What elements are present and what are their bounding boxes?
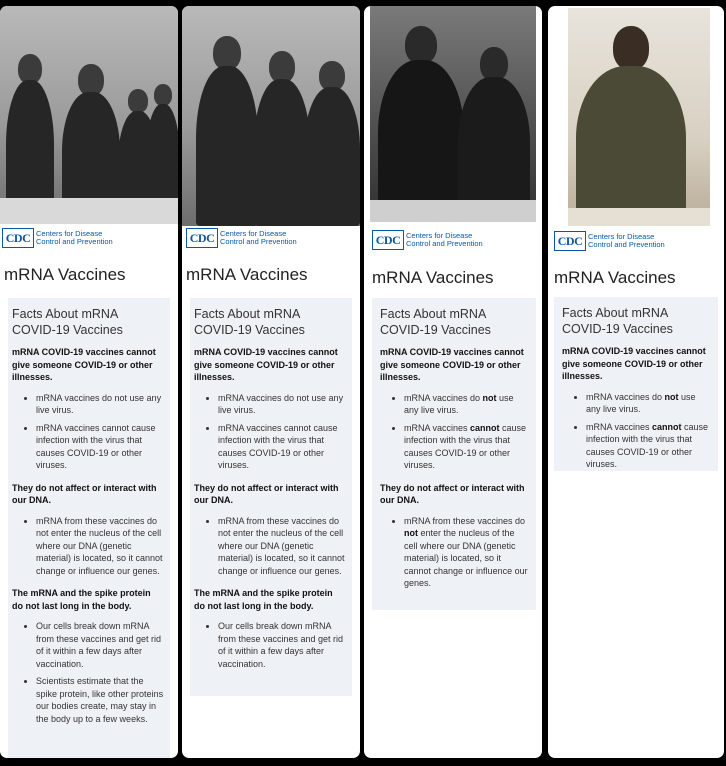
bullet-infection: • mRNA vaccines cannot cause infection with the virus that causes COVID-19 or other viruses. (218, 422, 346, 472)
cdc-line1: Centers for Disease (36, 229, 103, 238)
cdc-logo (2, 228, 113, 248)
bullet-break-down: • Our cells break down mRNA from these vaccines and get rid of it within a few days after vaccination. (218, 620, 346, 670)
cdc-logo (554, 231, 665, 251)
bullet-spike-protein: • Scientists estimate that the spike protein, like other proteins our bodies create, may stay in the body up to a few weeks. (36, 675, 164, 725)
section-head-illness: mRNA COVID-19 vaccines cannot give someone COVID-19 or other illnesses. (380, 347, 524, 382)
bullet-break-down: • Our cells break down mRNA from these vaccines and get rid of it within a few days after vaccination. (36, 620, 164, 670)
cdc-line2: Control and Prevention (588, 240, 665, 249)
page-title: mRNA Vaccines (4, 265, 126, 284)
bullet-nucleus: • mRNA from these vaccines do not enter the nucleus of the cell where our DNA (genetic material) is located, so it cannot change or influence our genes. (404, 515, 530, 590)
cdc-line2: Control and Prevention (406, 239, 483, 248)
bullet-nucleus: • mRNA from these vaccines do not enter the nucleus of the cell where our DNA (genetic material) is located, so it cannot change or influence our genes. (36, 515, 164, 578)
bullet-infection: • mRNA vaccines cannot cause infection with the virus that causes COVID-19 or other viruses. (586, 421, 712, 471)
cdc-logo (372, 230, 483, 250)
cdc-line1: Centers for Disease (406, 231, 473, 240)
cdc-line1: Centers for Disease (588, 232, 655, 241)
panel-2 (182, 6, 360, 758)
photo-four-men (0, 6, 178, 224)
facts-title: Facts About mRNA COVID-19 Vaccines (562, 306, 673, 336)
panel-4 (548, 6, 724, 758)
panel-1 (0, 6, 178, 758)
cdc-line1: Centers for Disease (220, 229, 287, 238)
page-title: mRNA Vaccines (554, 268, 676, 287)
page-title: mRNA Vaccines (372, 268, 494, 287)
facts-title: Facts About mRNA COVID-19 Vaccines (380, 307, 491, 337)
section-head-illness: mRNA COVID-19 vaccines cannot give someone COVID-19 or other illnesses. (12, 347, 156, 382)
facts-box (190, 298, 352, 696)
cdc-line2: Control and Prevention (36, 237, 113, 246)
section-head-last: The mRNA and the spike protein do not last long in the body. (12, 588, 151, 611)
facts-box (372, 298, 536, 610)
photo-three-men (182, 6, 360, 226)
facts-box (554, 297, 718, 471)
section-head-dna: They do not affect or interact with our DNA. (380, 482, 525, 505)
bullet-live-virus: • mRNA vaccines do not use any live virus. (586, 391, 712, 416)
bullet-live-virus: • mRNA vaccines do not use any live virus. (218, 392, 346, 417)
cdc-logo-mark: CDC (186, 228, 218, 248)
photo-one-man (568, 8, 710, 226)
cdc-logo-mark: CDC (554, 231, 586, 251)
section-head-last: The mRNA and the spike protein do not last long in the body. (194, 588, 333, 611)
section-head-illness: mRNA COVID-19 vaccines cannot give someone COVID-19 or other illnesses. (562, 346, 706, 381)
bullet-nucleus: • mRNA from these vaccines do not enter the nucleus of the cell where our DNA (genetic material) is located, so it cannot change or influence our genes. (218, 515, 346, 578)
section-head-dna: They do not affect or interact with our DNA. (12, 482, 157, 505)
photo-two-men (370, 6, 536, 222)
page-title: mRNA Vaccines (186, 265, 308, 284)
bullet-live-virus: • mRNA vaccines do not use any live virus. (36, 392, 164, 417)
cdc-logo-mark: CDC (372, 230, 404, 250)
facts-title: Facts About mRNA COVID-19 Vaccines (12, 307, 123, 337)
bullet-infection: • mRNA vaccines cannot cause infection with the virus that causes COVID-19 or other viruses. (36, 422, 164, 472)
cdc-logo-mark: CDC (2, 228, 34, 248)
cdc-line2: Control and Prevention (220, 237, 297, 246)
bullet-live-virus: • mRNA vaccines do not use any live virus. (404, 392, 530, 417)
panel-3 (364, 6, 542, 758)
facts-box (8, 298, 170, 758)
section-head-illness: mRNA COVID-19 vaccines cannot give someone COVID-19 or other illnesses. (194, 347, 338, 382)
cdc-logo (186, 228, 297, 248)
section-head-dna: They do not affect or interact with our DNA. (194, 482, 339, 505)
facts-title: Facts About mRNA COVID-19 Vaccines (194, 307, 305, 337)
bullet-infection: • mRNA vaccines cannot cause infection with the virus that causes COVID-19 or other viruses. (404, 422, 530, 472)
